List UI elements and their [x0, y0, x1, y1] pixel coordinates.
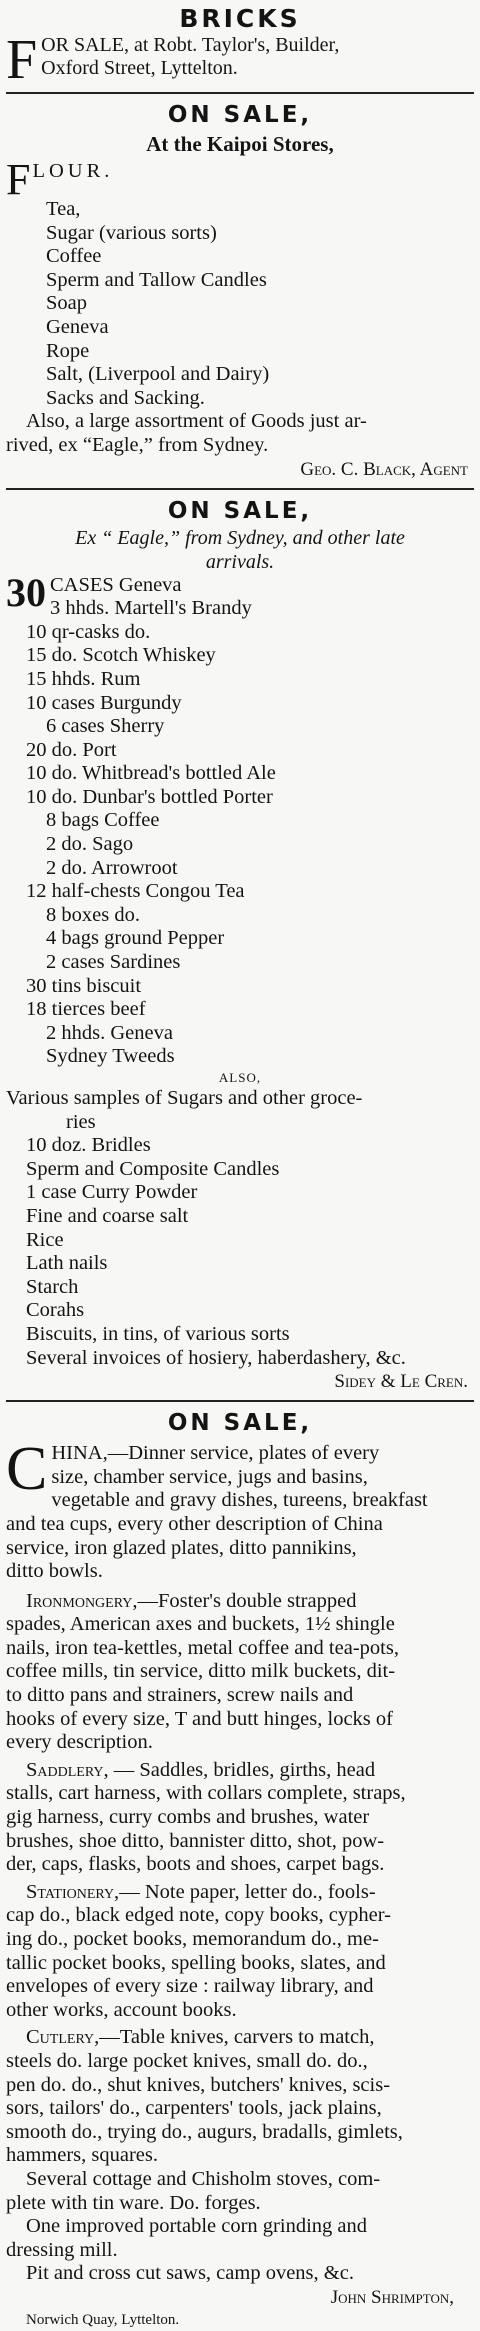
china-line: and tea cups, every other description of China: [6, 1512, 383, 1535]
kaipoi-item-line: Tea,: [46, 198, 81, 220]
bricks-drop-cap: F: [6, 29, 38, 91]
ironmongery-lines: [6, 1613, 474, 1755]
eagle-item-2-line: Fine and coarse salt: [26, 1204, 189, 1227]
ironmongery-paragraph: [6, 1590, 474, 1755]
bricks-body: [6, 29, 474, 91]
cutlery-lines: [6, 2050, 474, 2168]
bricks-line-1: OR SALE, at Robt. Taylor's, Builder,: [41, 34, 340, 56]
saws-line: Pit and cross cut saws, camp ovens, &c.: [26, 2262, 354, 2285]
stoves-line-1: Several cottage and Chisholm stoves, com-: [26, 2167, 381, 2190]
eagle-item-line: 15 do. Scotch Whiskey: [26, 644, 216, 667]
stationery-line: tallic pocket books, spelling books, slates, and: [6, 1951, 386, 1974]
ironmongery-line: every description.: [6, 1731, 153, 1754]
eagle-subheading-2: arrivals.: [205, 550, 275, 573]
stoves-line-2: plete with tin ware. Do. forges.: [6, 2191, 261, 2214]
eagle-item-line: 6 cases Sherry: [46, 715, 165, 738]
stationery-lines: [6, 1904, 474, 2022]
kaipoi-flour: [6, 155, 474, 204]
kaipoi-signature: Geo. C. Black, Agent: [300, 458, 468, 480]
shrimpton-advert: [6, 1408, 474, 2330]
divider: [6, 488, 474, 490]
eagle-item-line: 15 hhds. Rum: [26, 667, 141, 690]
kaipoi-item-line: Rope: [46, 339, 90, 362]
eagle-items-2: [6, 1134, 474, 1370]
eagle-item-line: Sydney Tweeds: [46, 1045, 175, 1068]
cutlery-line: pen do. do., shut knives, butchers' knives, scis-: [6, 2073, 391, 2096]
shrimpton-heading: ON SALE,: [167, 1410, 313, 1437]
stationery-line: ing do., pocket books, memorandum do., me-: [6, 1928, 379, 1950]
kaipoi-item-line: Sacks and Sacking.: [46, 386, 205, 409]
shrimpton-address: Norwich Quay, Lyttelton.: [26, 2311, 180, 2328]
ironmongery-line: spades, American axes and buckets, 1½ shingle: [6, 1613, 395, 1636]
eagle-item-line: 4 bags ground Pepper: [46, 927, 225, 950]
eagle-item-line: 8 boxes do.: [46, 903, 140, 926]
china-paragraph: [6, 1435, 474, 1584]
saddlery-first: — Saddles, bridles, girths, head: [108, 1758, 376, 1781]
newspaper-column: [6, 0, 474, 2330]
eagle-item-2-line: Rice: [26, 1228, 64, 1251]
divider: [6, 1400, 474, 1402]
saddlery-lines: [6, 1782, 474, 1876]
kaipoi-drop-cap: F: [6, 155, 31, 204]
eagle-item-2-line: 1 case Curry Powder: [26, 1181, 198, 1204]
eagle-item-line: 18 tierces beef: [26, 998, 146, 1021]
eagle-first-number: 30: [6, 569, 46, 615]
eagle-item-2-line: Starch: [26, 1275, 79, 1298]
saddlery-paragraph: [6, 1759, 474, 1877]
eagle-items: [6, 597, 474, 1069]
eagle-item-2-line: 10 doz. Bridles: [26, 1134, 151, 1157]
eagle-item-line: 20 do. Port: [26, 738, 117, 761]
bricks-line-2: Oxford Street, Lyttelton.: [41, 57, 238, 79]
eagle-item-line: 2 hhds. Geneva: [46, 1021, 173, 1044]
kaipoi-flour-label: LOUR.: [32, 160, 114, 182]
eagle-also-label: ALSO,: [218, 1070, 262, 1085]
eagle-item-2-line: Corahs: [26, 1299, 85, 1322]
saddlery-line: gig harness, curry combs and brushes, water: [6, 1806, 370, 1829]
ironmongery-line: coffee mills, tin service, ditto milk buckets, dit-: [6, 1660, 396, 1683]
ironmongery-line: nails, iron tea-kettles, metal coffee and tea-pots,: [6, 1636, 399, 1659]
kaipoi-also-line-1: Also, a large assortment of Goods just ar-: [26, 410, 367, 433]
stationery-first: — Note paper, letter do., fools-: [119, 1880, 376, 1903]
kaipoi-heading: ON SALE,: [167, 102, 313, 128]
stationery-line: envelopes of every size : railway library, and: [6, 1975, 374, 1998]
china-line: service, iron glazed plates, ditto pannikins,: [6, 1536, 357, 1559]
eagle-item-2-line: Several invoices of hosiery, haberdashery, &c.: [26, 1346, 406, 1369]
eagle-item-2-line: Lath nails: [26, 1252, 108, 1275]
cutlery-line: smooth do., trying do., augurs, bradalls, gimlets,: [6, 2120, 403, 2143]
china-line: size, chamber service, jugs and basins,: [51, 1465, 368, 1488]
china-line: vegetable and gravy dishes, tureens, breakfast: [51, 1489, 428, 1512]
eagle-heading: ON SALE,: [167, 497, 313, 524]
china-line: ditto bowls.: [6, 1560, 103, 1583]
kaipoi-item-line: Sugar (various sorts): [46, 221, 217, 244]
stationery-paragraph: [6, 1881, 474, 2023]
cutlery-lead: Cutlery,: [26, 2026, 100, 2049]
eagle-item-line: 12 half-chests Congou Tea: [26, 880, 245, 903]
saddlery-line: brushes, shoe ditto, bannister ditto, shot, pow-: [6, 1829, 385, 1852]
ironmongery-lead: Ironmongery,: [26, 1589, 138, 1612]
eagle-item-line: 10 do. Whitbread's bottled Ale: [26, 762, 276, 785]
saddlery-lead: Saddlery,: [26, 1758, 109, 1781]
eagle-item-line: 2 do. Arrowroot: [46, 856, 178, 879]
eagle-item-line: 2 do. Sago: [46, 833, 134, 856]
stationery-lead: Stationery,: [26, 1880, 120, 1903]
eagle-subheading-1: Ex “ Eagle,” from Sydney, and other late: [75, 526, 405, 549]
kaipoi-item-line: Geneva: [46, 315, 109, 338]
kaipoi-item-line: Coffee: [46, 245, 102, 268]
eagle-item-line: 8 bags Coffee: [46, 809, 160, 832]
kaipoi-subheading: At the Kaipoi Stores,: [146, 132, 334, 156]
cutlery-first: —Table knives, carvers to match,: [99, 2026, 375, 2049]
eagle-item-2-line: Biscuits, in tins, of various sorts: [26, 1322, 290, 1345]
kaipoi-items: [6, 198, 474, 410]
cutlery-paragraph: [6, 2026, 474, 2168]
saddlery-line: stalls, cart harness, with collars complete, straps,: [6, 1782, 406, 1805]
ironmongery-line: to ditto pans and strainers, screw nails and: [6, 1684, 354, 1707]
bricks-heading: BRICKS: [179, 4, 301, 33]
china-line: HINA,—Dinner service, plates of every: [51, 1442, 380, 1465]
eagle-signature: Sidey & Le Cren.: [334, 1371, 468, 1393]
kaipoi-item-line: Sperm and Tallow Candles: [46, 268, 267, 291]
saddlery-line: der, caps, flasks, boots and shoes, carpet bags.: [6, 1853, 385, 1876]
china-lines: [6, 1435, 474, 1584]
corn-line-2: dressing mill.: [6, 2238, 118, 2261]
kaipoi-item-line: Soap: [46, 292, 87, 315]
kaipoi-also-line-2: rived, ex “Eagle,” from Sydney.: [6, 433, 269, 456]
eagle-item-line: 30 tins biscuit: [26, 974, 142, 997]
stationery-line: cap do., black edged note, copy books, cypher-: [6, 1904, 391, 1927]
cutlery-line: steels do. large pocket knives, small do. do.,: [6, 2049, 368, 2072]
cutlery-line: sors, tailors' do., carpenters' tools, jack plains,: [6, 2097, 382, 2120]
divider: [6, 92, 474, 94]
eagle-first-item: CASES Geneva: [50, 573, 182, 596]
eagle-item-line: 10 cases Burgundy: [26, 691, 182, 714]
eagle-various-line-1: Various samples of Sugars and other groce-: [6, 1087, 363, 1109]
eagle-item-line: 2 cases Sardines: [46, 951, 181, 974]
ironmongery-first: —Foster's double strapped: [137, 1589, 357, 1612]
cutlery-line: hammers, squares.: [6, 2144, 158, 2167]
eagle-item-line: 3 hhds. Martell's Brandy: [50, 597, 252, 620]
kaipoi-item-line: Salt, (Liverpool and Dairy): [46, 363, 270, 386]
eagle-various-line-2: ries: [66, 1110, 96, 1133]
eagle-item-line: 10 qr-casks do.: [26, 620, 151, 643]
china-drop-cap: C: [6, 1435, 48, 1504]
corn-line-1: One improved portable corn grinding and: [26, 2215, 368, 2238]
kaipoi-advert: [6, 100, 474, 482]
eagle-item-line: 10 do. Dunbar's bottled Porter: [26, 785, 273, 808]
eagle-item-2-line: Sperm and Composite Candles: [26, 1157, 280, 1180]
bricks-advert: [6, 4, 474, 91]
ironmongery-line: hooks of every size, T and butt hinges, locks of: [6, 1707, 393, 1730]
shrimpton-signature: John Shrimpton,: [330, 2286, 454, 2308]
stationery-line: other works, account books.: [6, 1998, 237, 2021]
eagle-advert: [6, 496, 474, 1395]
